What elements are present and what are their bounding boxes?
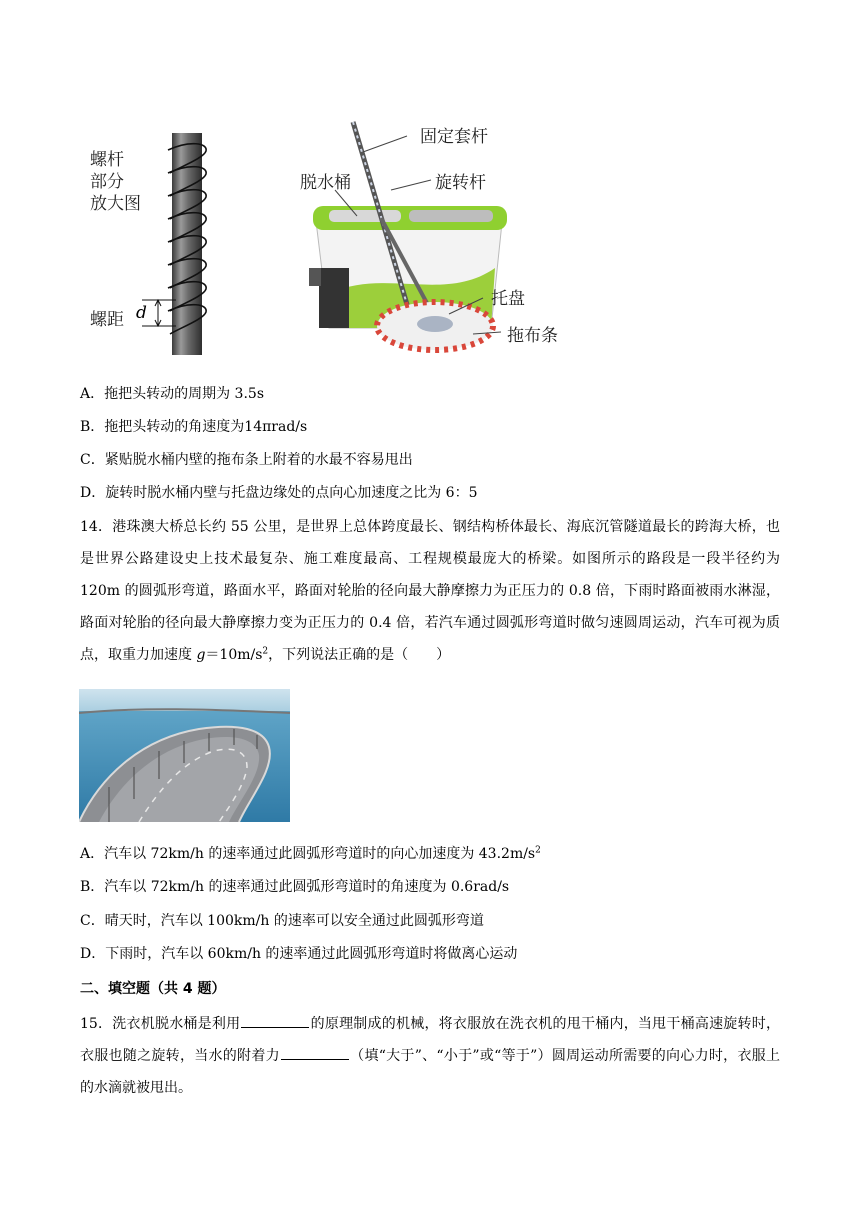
q15-blank-1[interactable]: [241, 1013, 309, 1028]
screw-figure: [80, 125, 220, 360]
screw-caption-1: 螺杆: [90, 150, 124, 170]
q14-number: 14．: [80, 519, 113, 535]
q15-stem: [80, 1008, 780, 1104]
q14-option-d: D．下雨时，汽车以 60km/h 的速率通过此圆弧形弯道时将做离心运动: [80, 946, 518, 962]
gravity-exponent: 2: [262, 646, 269, 657]
label-rotating-rod: 旋转杆: [435, 173, 486, 193]
q13-option-a: A．拖把头转动的周期为 3.5s: [80, 386, 265, 402]
label-fixed-rod: 固定套杆: [420, 127, 488, 147]
screw-caption-2: 部分: [90, 172, 124, 192]
mop-figure: [295, 118, 575, 358]
q15-blank-2[interactable]: [281, 1045, 349, 1060]
label-mop-strip: 拖布条: [507, 326, 558, 346]
q13-option-c: C．紧贴脱水桶内壁的拖布条上附着的水最不容易甩出: [80, 452, 413, 468]
q13-option-d: D．旋转时脱水桶内壁与托盘边缘处的点向心加速度之比为 6：5: [80, 485, 478, 501]
section-heading-fill-blank: 二、填空题（共 4 题）: [80, 981, 226, 997]
q15-part3: （填“大于”、“小于”或“等于”）圆周运动所需要的向心力时，衣服上的水滴就被甩出。: [80, 1048, 780, 1096]
label-spin-bucket: 脱水桶: [300, 173, 351, 193]
q15-part2: 的原理制成的机械，将衣服放在洗衣机的甩干桶内，当甩干桶高速旋转时，衣服也随之旋转，当水的附着力: [80, 1016, 781, 1064]
gravity-symbol: g: [196, 647, 206, 663]
gravity-value: ＝10m/s: [205, 647, 263, 663]
q14-stem: [80, 511, 780, 671]
q14-text: 港珠澳大桥总长约 55 公里，是世界上总体跨度最长、钢结构桥体最长、海底沉管隧道最长的跨海大桥，也是世界公路建设史上技术最复杂、施工难度最高、工程规模最庞大的桥梁。如图所示的路段是一段半径约为 120m 的圆弧形弯道，路面水平，路面对轮胎的径向最大静摩擦力为正压力的 0.8 倍，下雨时路面被雨水淋湿，路面对轮胎的径向最大静摩擦力变为正压力的 0.4 倍，若汽车通过圆弧形弯道时做匀速圆周运动，汽车可视为质点，取重力加速度: [80, 519, 780, 663]
q14-option-a: [80, 844, 541, 864]
pitch-label: 螺距: [90, 310, 124, 330]
q13-option-b: B．拖把头转动的角速度为14πrad/s: [80, 419, 308, 435]
bridge-photo: [79, 689, 290, 822]
screw-caption-3: 放大图: [90, 194, 141, 214]
q15-number: 15．: [80, 1016, 113, 1032]
q14-option-a-exponent: 2: [535, 845, 541, 856]
label-tray: 托盘: [491, 289, 525, 309]
q14-option-b: B．汽车以 72km/h 的速率通过此圆弧形弯道时的角速度为 0.6rad/s: [80, 879, 510, 895]
pitch-d-symbol: d: [136, 303, 147, 323]
q15-part1: 洗衣机脱水桶是利用: [112, 1016, 241, 1032]
screw-rod-drawing: [80, 125, 220, 360]
q14-option-c: C．晴天时，汽车以 100km/h 的速率可以安全通过此圆弧形弯道: [80, 913, 484, 929]
q14-text-end: ，下列说法正确的是（ ）: [268, 647, 451, 663]
q14-option-a-text: A．汽车以 72km/h 的速率通过此圆弧形弯道时的向心加速度为 43.2m/s: [80, 846, 536, 862]
